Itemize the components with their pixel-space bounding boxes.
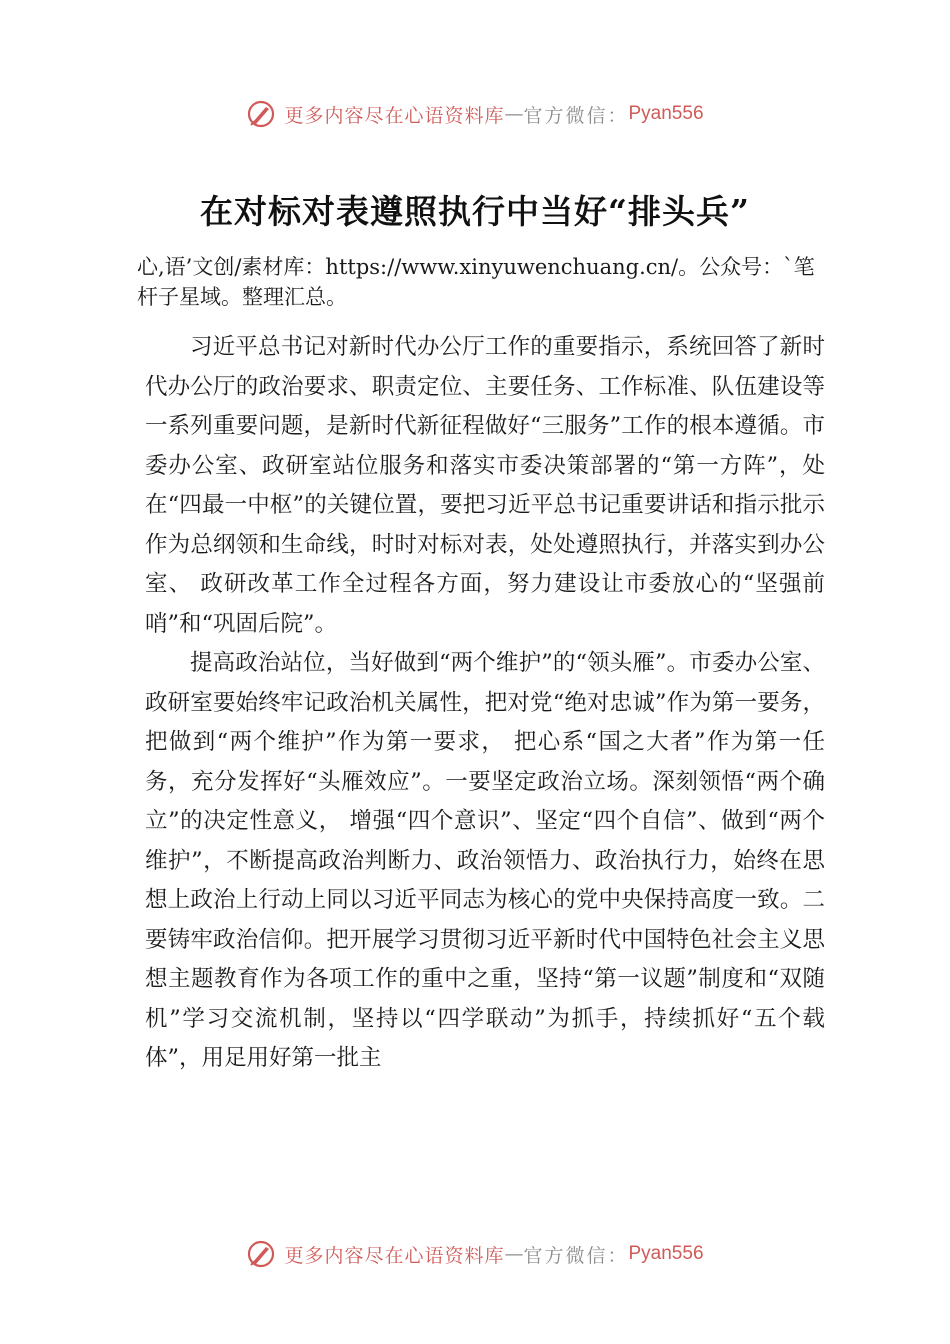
watermark-wechat-label: 官方微信： <box>523 104 629 127</box>
watermark-wechat-id: Pyan556 <box>628 1243 704 1264</box>
source-note: 心,语’文创/素材库：https://www.xinyuwenchuang.cn/。公众号：`笔杆子星域。整理汇总。 <box>137 255 815 309</box>
quill-pen-circle-icon <box>246 1239 276 1269</box>
watermark-promo-text: 更多内容尽在心语资料库 <box>284 104 505 127</box>
body-paragraph: 提高政治站位，当好做到“两个维护”的“领头雁”。市委办公室、政研室要始终牢记政治机关属性，把对党“绝对忠诚”作为第一要务，把做到“两个维护”作为第一要求， 把心系“国之大者”作为第一任务，充分发挥好“头雁效应”。一要坚定政治立场。深刻领悟“两个确立”的决定性意义， 增强“四个意识”、坚定“四个自信”、做到“两个维护”，不断提高政治判断力、政治领悟力、政治执行力，始终在思想上政治上行动上同以习近平同志为核心的党中央保持高度一致。二要铸牢政治信仰。把开展学习贯彻习近平新时代中国特色社会主义思想主题教育作为各项工作的重中之重，坚持“第一议题”制度和“双随机”学习交流机制，坚持以“四学联动”为抓手，持续抓好“五个载体”，用足用好第一批主 <box>145 650 825 1071</box>
watermark-wechat-id: Pyan556 <box>628 103 704 124</box>
header-watermark <box>0 94 950 134</box>
document-body <box>145 328 825 1079</box>
watermark-separator: — <box>504 103 524 125</box>
quill-pen-circle-icon <box>246 99 276 129</box>
watermark-promo-text: 更多内容尽在心语资料库 <box>284 1244 505 1267</box>
body-paragraph: 习近平总书记对新时代办公厅工作的重要指示，系统回答了新时代办公厅的政治要求、职责定位、主要任务、工作标准、队伍建设等一系列重要问题，是新时代新征程做好“三服务”工作的根本遵循。市委办公室、政研室站位服务和落实市委决策部署的“第一方阵”，处在“四最一中枢”的关键位置，要把习近平总书记重要讲话和指示批示作为总纲领和生命线，时时对标对表，处处遵照执行，并落实到办公室、 政研改革工作全过程各方面，努力建设让市委放心的“坚强前哨”和“巩固后院”。 <box>145 334 825 637</box>
document-title: 在对标对表遵照执行中当好“排头兵” <box>200 192 750 231</box>
footer-watermark <box>0 1234 950 1274</box>
watermark-separator: — <box>504 1243 524 1265</box>
watermark-wechat-label: 官方微信： <box>523 1244 629 1267</box>
